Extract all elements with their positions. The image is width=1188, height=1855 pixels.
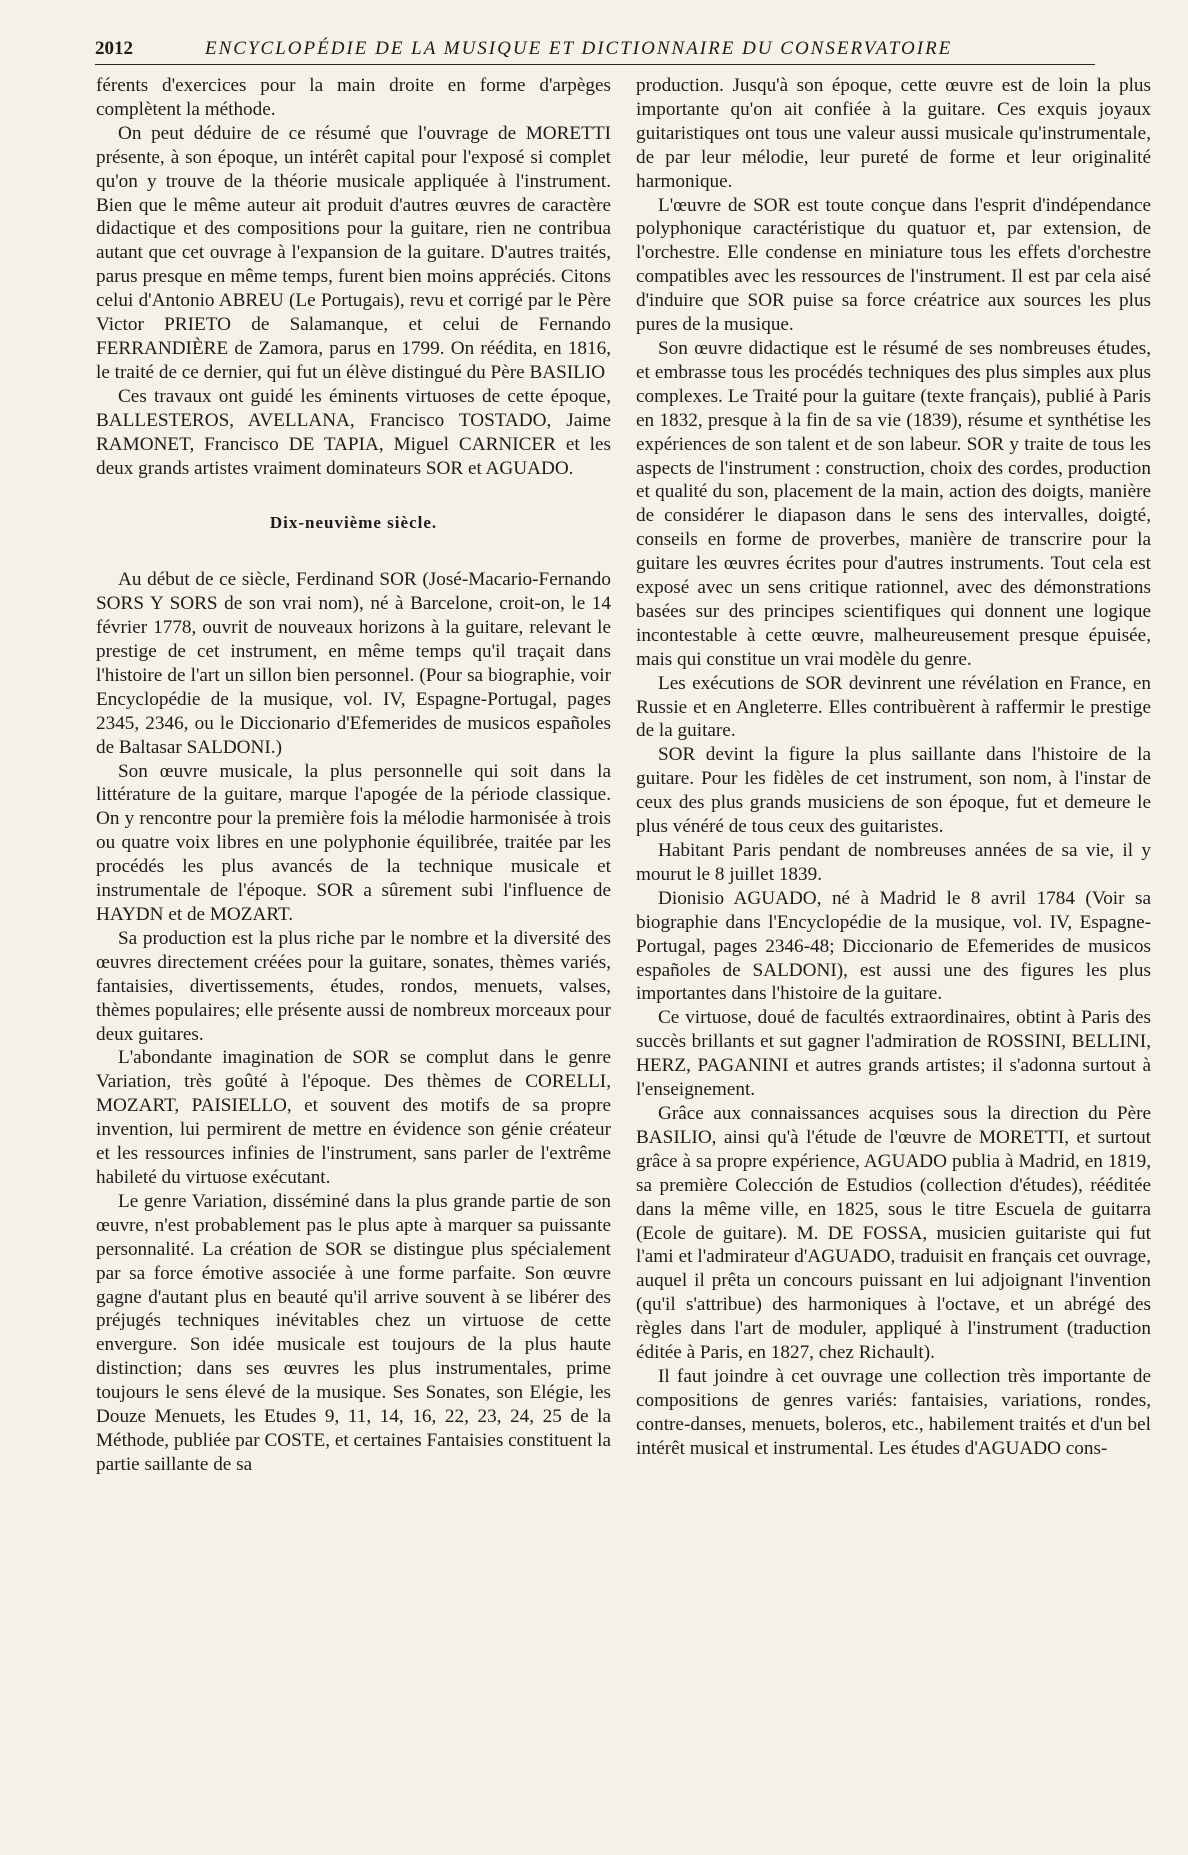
paragraph: Il faut joindre à cet ouvrage une collection très importante de compositions de genres variés: fantaisies, variations, rondes, contre-danses, menuets, boleros, etc., habilement traités et d'un bel intérêt musical et instrumental. Les études d'AGUADO cons- — [636, 1365, 1151, 1459]
left-column — [96, 74, 611, 1477]
section-heading: Dix-neuvième siècle. — [269, 513, 438, 533]
paragraph: férents d'exercices pour la main droite en forme d'arpèges complètent la méthode. — [96, 75, 611, 120]
right-column — [636, 74, 1151, 1461]
paragraph: Les exécutions de SOR devinrent une révélation en France, en Russie et en Angleterre. Elles contribuèrent à raffermir le prestige de la guitare. — [636, 672, 1151, 742]
paragraph: Sa production est la plus riche par le nombre et la diversité des œuvres directement créées pour la guitare, sonates, thèmes variés, fantaisies, divertissements, études, rondos, menuets, valses, thèmes populaires; elle présente aussi de nombreux morceaux pour deux guitares. — [96, 927, 611, 1045]
paragraph: Ces travaux ont guidé les éminents virtuoses de cette époque, BALLESTEROS, AVELLANA, Francisco TOSTADO, Jaime RAMONET, Francisco DE TAPIA, Miguel CARNICER et les deux grands artistes vraiment dominateurs SOR et AGUADO. — [96, 385, 611, 479]
paragraph: Son œuvre didactique est le résumé de ses nombreuses études, et embrasse tous les procédés techniques des plus simples aux plus complexes. Le Traité pour la guitare (texte français), publié à Paris en 1832, presque à la fin de sa vie (1839), résume et synthétise les expériences de son talent et de son labeur. SOR y traite de tous les aspects de l'instrument : construction, choix des cordes, production et qualité du son, placement de la main, action des doigts, manière de considérer le diapason dans le sens des intervalles, doigté, conseils en forme de proverbes, manière de transcrire pour la guitare les œuvres écrites pour d'autres instruments. Tout cela est exposé avec un sens critique rationnel, avec des démonstrations basées sur des principes scientifiques qui donnent une logique incontestable à cette œuvre, malheureusement presque épuisée, mais qui constitue un vrai modèle du genre. — [636, 337, 1151, 670]
paragraph: L'œuvre de SOR est toute conçue dans l'esprit d'indépendance polyphonique caractéristique du quatuor et, par extension, de l'orchestre. Elle condense en miniature tous les effets d'orchestre compatibles avec les ressources de l'instrument. Il est par cela aisé d'induire que SOR puise sa force créatrice aux sources les plus pures de la musique. — [636, 194, 1151, 336]
paragraph: Le genre Variation, disséminé dans la plus grande partie de son œuvre, n'est probablement pas le plus apte à marquer sa puissante personnalité. La création de SOR se distingue plus spécialement par sa force émotive associée à une forme parfaite. Son œuvre gagne d'autant plus en beauté qu'il arrive souvent à se libérer des préjugés techniques inévitables chez un virtuose de cette envergure. Son idée musicale est toujours de la plus haute distinction; dans ses œuvres les plus instrumentales, prime toujours le sens élevé de la musique. Ses Sonates, son Elégie, les Douze Menuets, les Etudes 9, 11, 14, 16, 22, 23, 24, 25 de la Méthode, publiée par COSTE, et certaines Fantaisies constituent la partie saillante de sa — [96, 1190, 611, 1475]
paragraph: SOR devint la figure la plus saillante dans l'histoire de la guitare. Pour les fidèles de cet instrument, son nom, à l'instar de ceux des plus grands musiciens de son époque, fut et demeure le plus vénéré de tous ceux des guitaristes. — [636, 744, 1151, 838]
paragraph: Dionisio AGUADO, né à Madrid le 8 avril 1784 (Voir sa biographie dans l'Encyclopédie de la musique, vol. IV, Espagne-Portugal, pages 2346-48; Diccionario de Efemerides de musicos españoles de SALDONI), est aussi une des figures les plus importantes dans l'histoire de la guitare. — [636, 887, 1151, 1005]
page-header — [95, 38, 1095, 65]
paragraph: L'abondante imagination de SOR se complut dans le genre Variation, très goûté à l'époque. Des thèmes de CORELLI, MOZART, PAISIELLO, et souvent des motifs de sa propre invention, lui permirent de mettre en évidence son génie créateur et les ressources infinies de l'instrument, sans parler de l'extrême habileté du virtuose exécutant. — [96, 1047, 611, 1188]
paragraph: On peut déduire de ce résumé que l'ouvrage de MORETTI présente, à son époque, un intérêt capital pour l'exposé si complet qu'on y trouve de la théorie musicale appliquée à l'instrument. Bien que le même auteur ait produit d'autres œuvres de caractère didactique et des compositions pour la guitare, rien ne contribua autant que cet ouvrage à l'expansion de la guitare. D'autres traités, parus presque en même temps, furent bien moins appréciés. Citons celui d'Antonio ABREU (Le Portugais), revu et corrigé par le Père Victor PRIETO de Salamanque, et celui de Fernando FERRANDIÈRE de Zamora, parus en 1799. On réédita, en 1816, le traité de ce dernier, qui fut un élève distingué du Père BASILIO — [96, 122, 611, 383]
paragraph: Grâce aux connaissances acquises sous la direction du Père BASILIO, ainsi qu'à l'étude de l'œuvre de MORETTI, et surtout grâce à sa propre expérience, AGUADO publia à Madrid, en 1819, sa première Colección de Estudios (collection d'études), rééditée dans la même ville, en 1825, sous le titre Escuela de guitarra (Ecole de guitare). M. DE FOSSA, musicien guitariste qui fut l'ami et l'admirateur d'AGUADO, traduisit en français cet ouvrage, auquel il prêta un concours puissant en lui adjoignant l'invention (qu'il s'attribue) des harmoniques à l'octave, et un abrégé des règles dans l'art de moduler, appliqué à l'instrument (traduction éditée à Paris, en 1827, chez Richault). — [636, 1102, 1151, 1364]
paragraph: production. Jusqu'à son époque, cette œuvre est de loin la plus importante qu'on ait confiée à la guitare. Ces exquis joyaux guitaristiques ont tous une valeur aussi musicale qu'instrumentale, de par leur mélodie, leur pureté de forme et leur originalité harmonique. — [636, 75, 1151, 192]
paragraph: Son œuvre musicale, la plus personnelle qui soit dans la littérature de la guitare, marque l'apogée de la période classique. On y rencontre pour la première fois la mélodie harmonisée à trois ou quatre voix libres en une polyphonie équilibrée, traitée par les procédés les plus avancés de la technique musicale et instrumentale de l'époque. SOR a sûrement subi l'influence de HAYDN et de MOZART. — [96, 760, 611, 925]
page-number: 2012 — [95, 38, 133, 59]
running-title: ENCYCLOPÉDIE DE LA MUSIQUE ET DICTIONNAIRE DU CONSERVATOIRE — [205, 38, 953, 59]
paragraph: Habitant Paris pendant de nombreuses années de sa vie, il y mourut le 8 juillet 1839. — [636, 840, 1151, 885]
paragraph: Ce virtuose, doué de facultés extraordinaires, obtint à Paris des succès brillants et sut gagner l'admiration de ROSSINI, BELLINI, HERZ, PAGANINI et autres grands artistes; il s'adonna surtout à l'enseignement. — [636, 1007, 1151, 1101]
paragraph: Au début de ce siècle, Ferdinand SOR (José-Macario-Fernando SORS Y SORS de son vrai nom), né à Barcelone, croit-on, le 14 février 1778, ouvrit de nouveaux horizons à la guitare, relevant le prestige de cet instrument, en même temps qu'il traçait dans l'histoire de l'art un sillon bien personnel. (Pour sa biographie, voir Encyclopédie de la musique, vol. IV, Espagne-Portugal, pages 2345, 2346, ou le Diccionario d'Efemerides de musicos españoles de Baltasar SALDONI.) — [96, 569, 611, 758]
